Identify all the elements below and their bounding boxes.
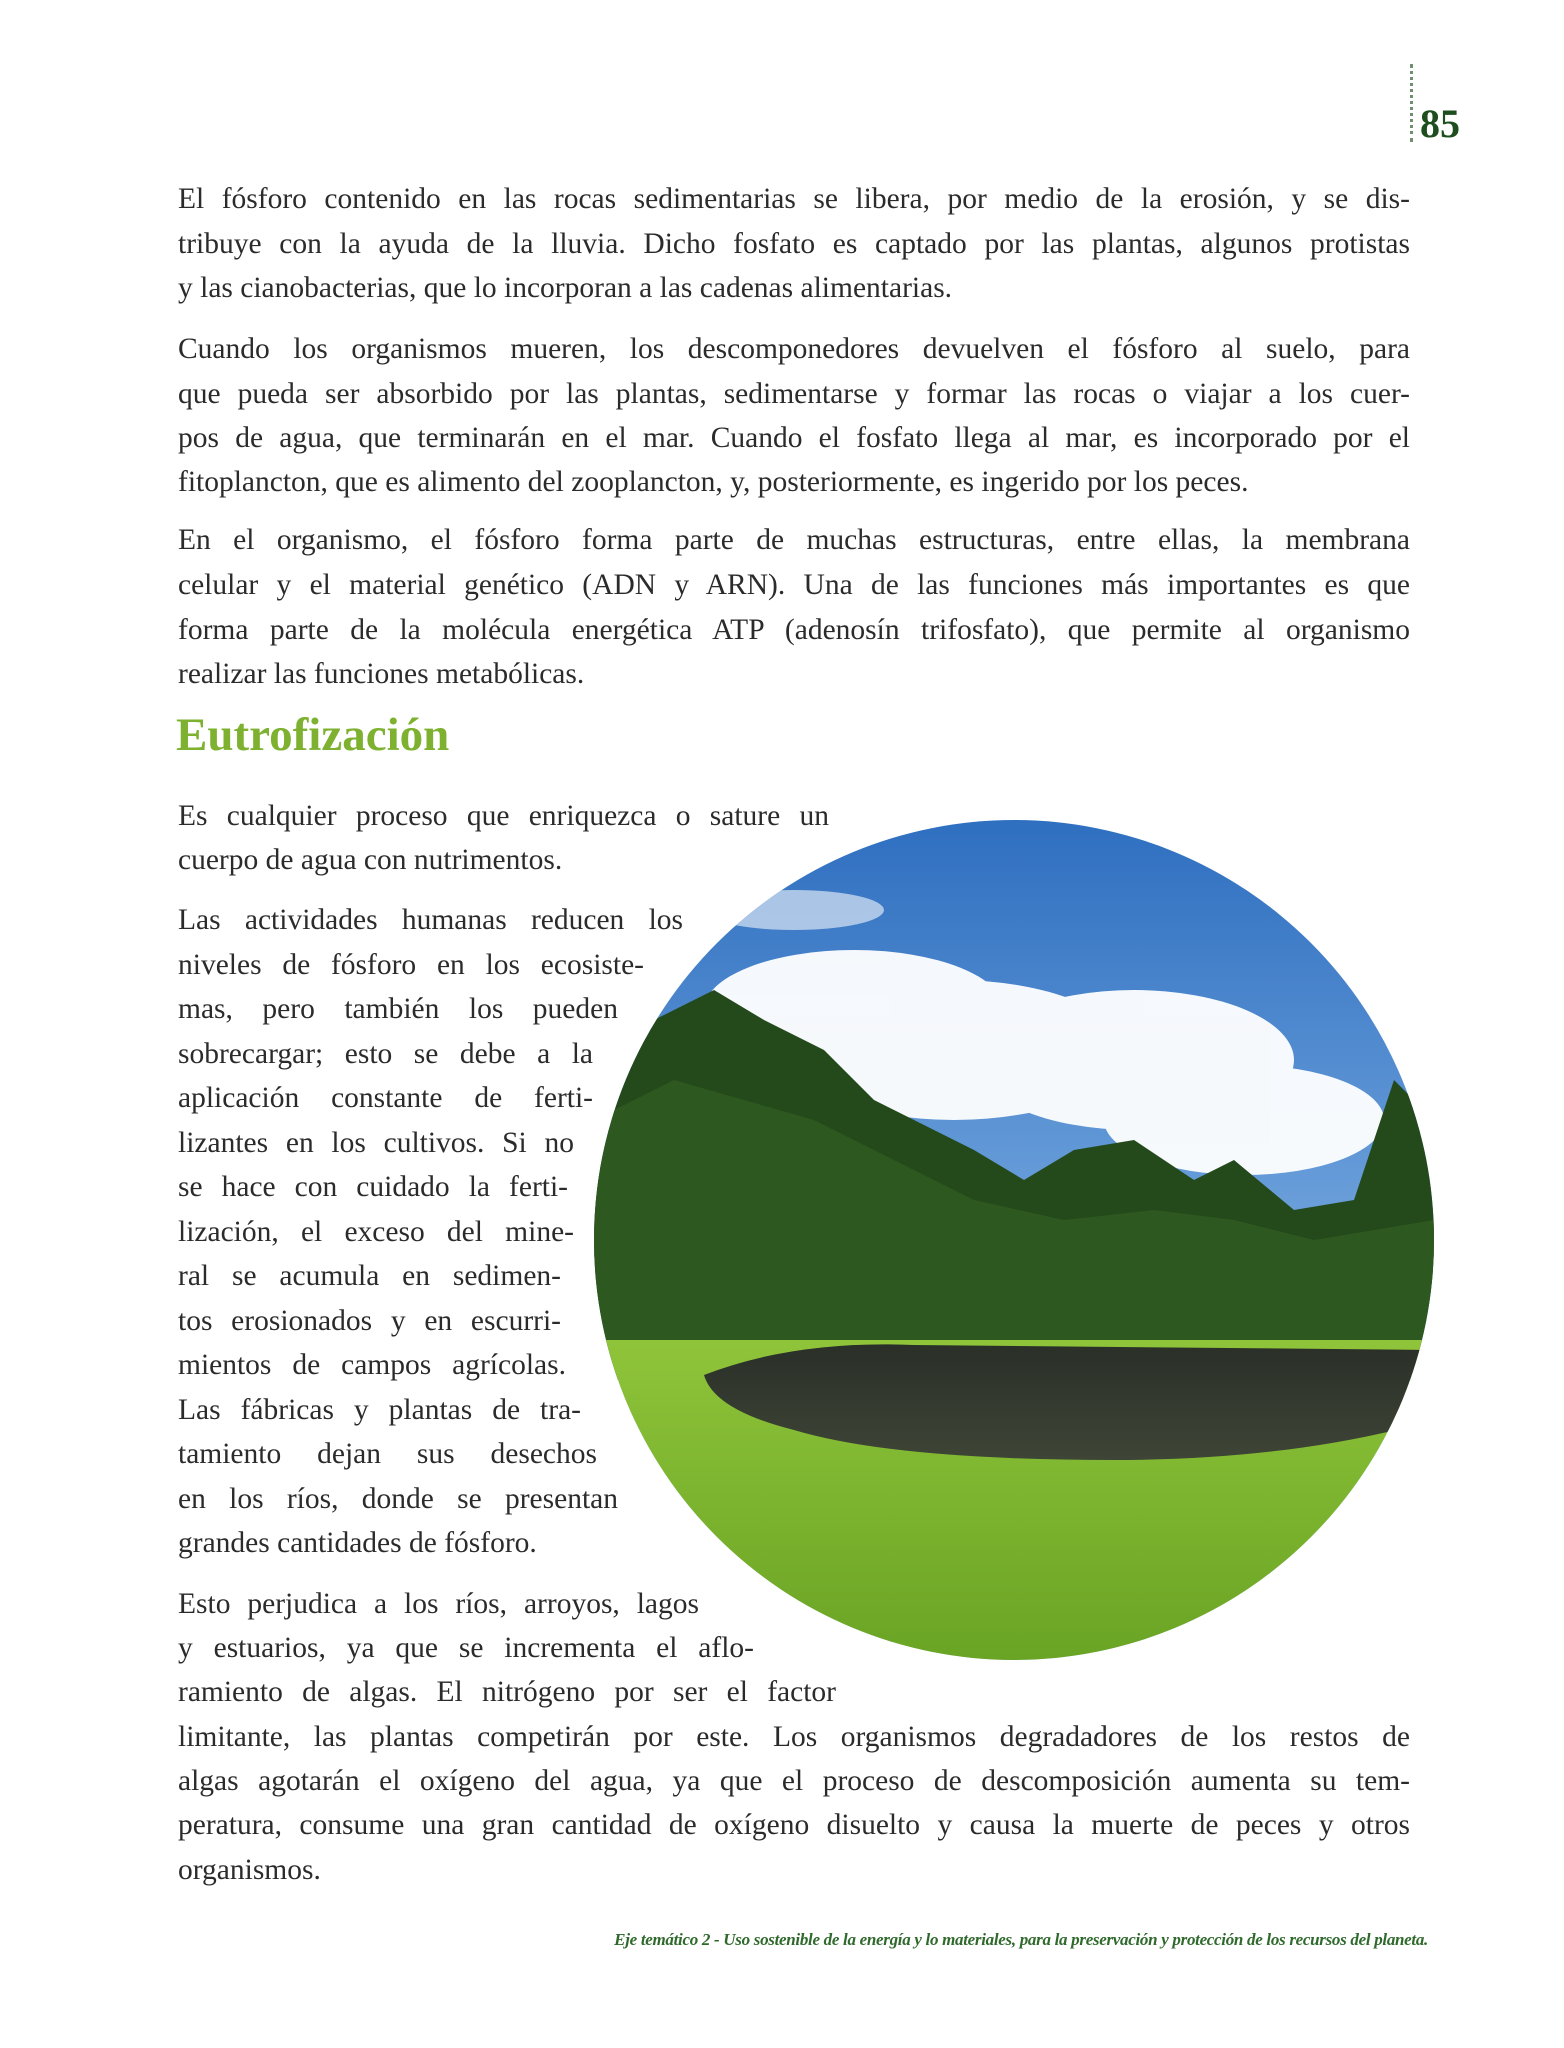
text-line: tos erosionados y en escurri- (178, 1304, 561, 1337)
text-line: niveles de fósforo en los ecosiste- (178, 948, 644, 981)
text-line: algas agotarán el oxígeno del agua, ya que el proceso de descomposición aumenta su tem- (178, 1765, 1410, 1797)
text-line: mientos de campos agrícolas. (178, 1349, 566, 1381)
text-line: pos de agua, que terminarán en el mar. Cuando el fosfato llega al mar, es incorporado por el (178, 422, 1410, 454)
text-line: cuerpo de agua con nutrimentos. (178, 844, 563, 876)
text-line: se hace con cuidado la ferti- (178, 1171, 568, 1203)
text-line: en los ríos, donde se presentan (178, 1482, 618, 1515)
text-line: que pueda ser absorbido por las plantas, sedimentarse y formar las rocas o viajar a los cuer- (178, 378, 1410, 410)
text-line: sobrecargar; esto se debe a la (178, 1037, 593, 1070)
text-line: Las fábricas y plantas de tra- (178, 1393, 581, 1426)
text-line: limitante, las plantas competirán por este. Los organismos degradadores de los restos de (178, 1721, 1410, 1753)
text-line: y estuarios, ya que se incrementa el aflo- (178, 1632, 754, 1664)
text-line: lizantes en los cultivos. Si no (178, 1126, 574, 1159)
text-line: y las cianobacterias, que lo incorporan a las cadenas alimentarias. (178, 272, 953, 304)
text-line: ral se acumula en sedimen- (178, 1260, 561, 1292)
page-number-divider (1410, 64, 1413, 142)
text-line: organismos. (178, 1854, 321, 1886)
text-line: En el organismo, el fósforo forma parte de muchas estructuras, entre ellas, la membrana (178, 524, 1410, 556)
text-line: Esto perjudica a los ríos, arroyos, lagos (178, 1588, 699, 1620)
text-line: grandes cantidades de fósforo. (178, 1527, 537, 1559)
text-line: celular y el material genético (ADN y ARN). Una de las funciones más importantes es que (178, 569, 1410, 601)
text-line: peratura, consume una gran cantidad de oxígeno disuelto y causa la muerte de peces y otros (178, 1809, 1410, 1841)
text-line: tribuye con la ayuda de la lluvia. Dicho fosfato es captado por las plantas, algunos protistas (178, 228, 1410, 260)
text-line: Cuando los organismos mueren, los descomponedores devuelven el fósforo al suelo, para (178, 333, 1410, 365)
text-line: Es cualquier proceso que enriquezca o sature un (178, 800, 829, 832)
page-number: 85 (1420, 101, 1460, 146)
section-heading: Eutrofización (176, 709, 450, 761)
text-line: tamiento dejan sus desechos (178, 1438, 597, 1470)
text-line: El fósforo contenido en las rocas sedimentarias se libera, por medio de la erosión, y se dis- (178, 183, 1410, 215)
text-line: forma parte de la molécula energética ATP (adenosín trifosfato), que permite al organismo (178, 614, 1410, 646)
text-line: realizar las funciones metabólicas. (178, 658, 585, 690)
text-line: lización, el exceso del mine- (178, 1215, 574, 1248)
text-line: Las actividades humanas reducen los (178, 904, 683, 936)
text-line: ramiento de algas. El nitrógeno por ser el factor (178, 1676, 836, 1708)
text-line: mas, pero también los pueden (178, 993, 618, 1025)
footer-caption: Eje temático 2 - Uso sostenible de la energía y lo materiales, para la preservación y protección de los recursos del planeta. (614, 1930, 1428, 1949)
text-line: fitoplancton, que es alimento del zooplancton, y, posteriormente, es ingerido por los peces. (178, 466, 1249, 498)
lake-duckweed-photo (594, 820, 1434, 1660)
text-line: aplicación constante de ferti- (178, 1082, 593, 1114)
